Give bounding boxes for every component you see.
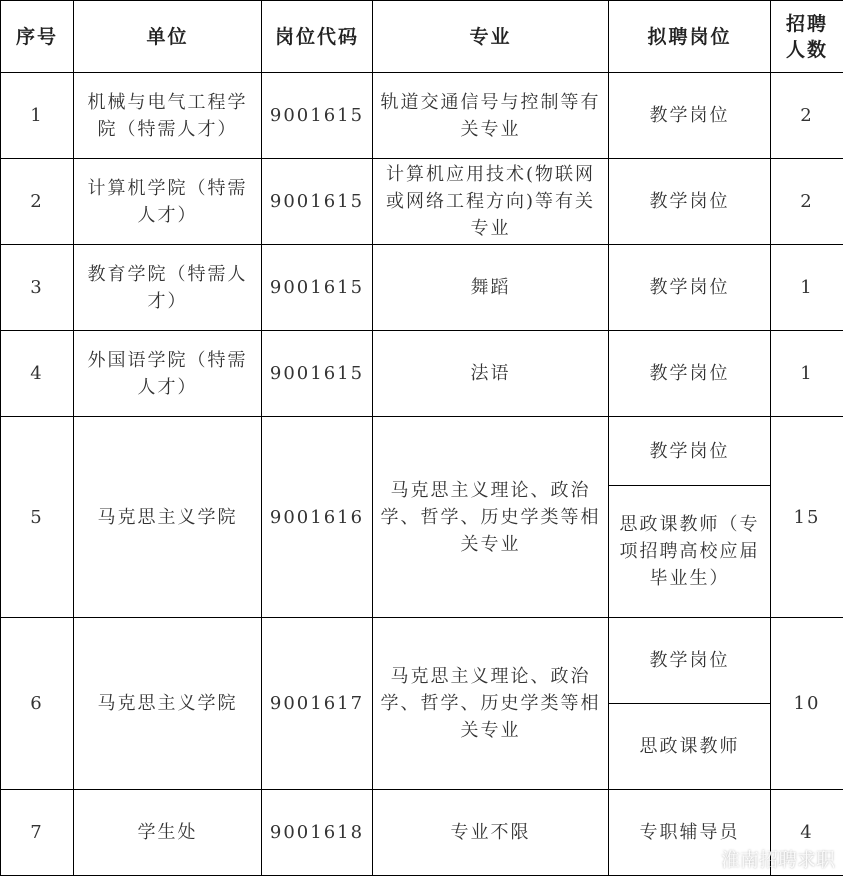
cell-code: 9001617 [262, 618, 373, 790]
cell-major: 马克思主义理论、政治学、哲学、历史学类等相关专业 [373, 417, 609, 618]
header-count-line2: 人数 [785, 38, 828, 61]
watermark [695, 845, 835, 872]
cell-major: 法语 [373, 331, 609, 417]
cell-count: 15 [771, 417, 843, 618]
table-row [1, 73, 843, 159]
cell-count: 10 [771, 618, 843, 790]
header-post: 拟聘岗位 [609, 1, 771, 73]
cell-unit: 计算机学院（特需人才） [74, 159, 262, 245]
cell-seq: 1 [1, 73, 74, 159]
table-row [1, 245, 843, 331]
cell-seq: 2 [1, 159, 74, 245]
cell-unit: 教育学院（特需人才） [74, 245, 262, 331]
cell-post: 教学岗位 [609, 73, 771, 159]
table-row [1, 417, 843, 486]
table-row [1, 331, 843, 417]
watermark-text: 淮南招聘求职 [720, 849, 835, 871]
cell-code: 9001618 [262, 790, 373, 876]
table-row [1, 159, 843, 245]
cell-major: 专业不限 [373, 790, 609, 876]
cell-post-a: 教学岗位 [609, 417, 771, 486]
cell-post-b: 思政课教师 [609, 704, 771, 790]
cell-post: 教学岗位 [609, 331, 771, 417]
cell-post-a: 教学岗位 [609, 618, 771, 704]
cell-count: 2 [771, 73, 843, 159]
header-row [1, 1, 843, 73]
cell-code: 9001615 [262, 331, 373, 417]
header-count [771, 1, 843, 73]
cell-post: 教学岗位 [609, 245, 771, 331]
cell-count: 1 [771, 331, 843, 417]
cell-seq: 6 [1, 618, 74, 790]
cell-seq: 3 [1, 245, 74, 331]
weibo-icon [695, 850, 717, 868]
cell-major: 舞蹈 [373, 245, 609, 331]
cell-major: 马克思主义理论、政治学、哲学、历史学类等相关专业 [373, 618, 609, 790]
header-seq: 序号 [1, 1, 74, 73]
cell-seq: 4 [1, 331, 74, 417]
header-unit: 单位 [74, 1, 262, 73]
cell-post-b: 思政课教师（专项招聘高校应届毕业生） [609, 486, 771, 618]
cell-unit: 马克思主义学院 [74, 618, 262, 790]
cell-unit: 马克思主义学院 [74, 417, 262, 618]
header-code: 岗位代码 [262, 1, 373, 73]
table-row [1, 618, 843, 704]
cell-seq: 7 [1, 790, 74, 876]
cell-unit: 学生处 [74, 790, 262, 876]
cell-unit: 机械与电气工程学院（特需人才） [74, 73, 262, 159]
cell-post: 专职辅导员 [609, 790, 771, 876]
cell-unit: 外国语学院（特需人才） [74, 331, 262, 417]
cell-code: 9001616 [262, 417, 373, 618]
cell-code: 9001615 [262, 73, 373, 159]
cell-major: 轨道交通信号与控制等有关专业 [373, 73, 609, 159]
cell-post: 教学岗位 [609, 159, 771, 245]
cell-count: 4 [771, 790, 843, 876]
cell-major: 计算机应用技术(物联网或网络工程方向)等有关专业 [373, 159, 609, 245]
header-count-line1: 招聘 [785, 12, 828, 35]
cell-count: 2 [771, 159, 843, 245]
cell-count: 1 [771, 245, 843, 331]
cell-code: 9001615 [262, 245, 373, 331]
cell-code: 9001615 [262, 159, 373, 245]
cell-seq: 5 [1, 417, 74, 618]
header-major: 专业 [373, 1, 609, 73]
